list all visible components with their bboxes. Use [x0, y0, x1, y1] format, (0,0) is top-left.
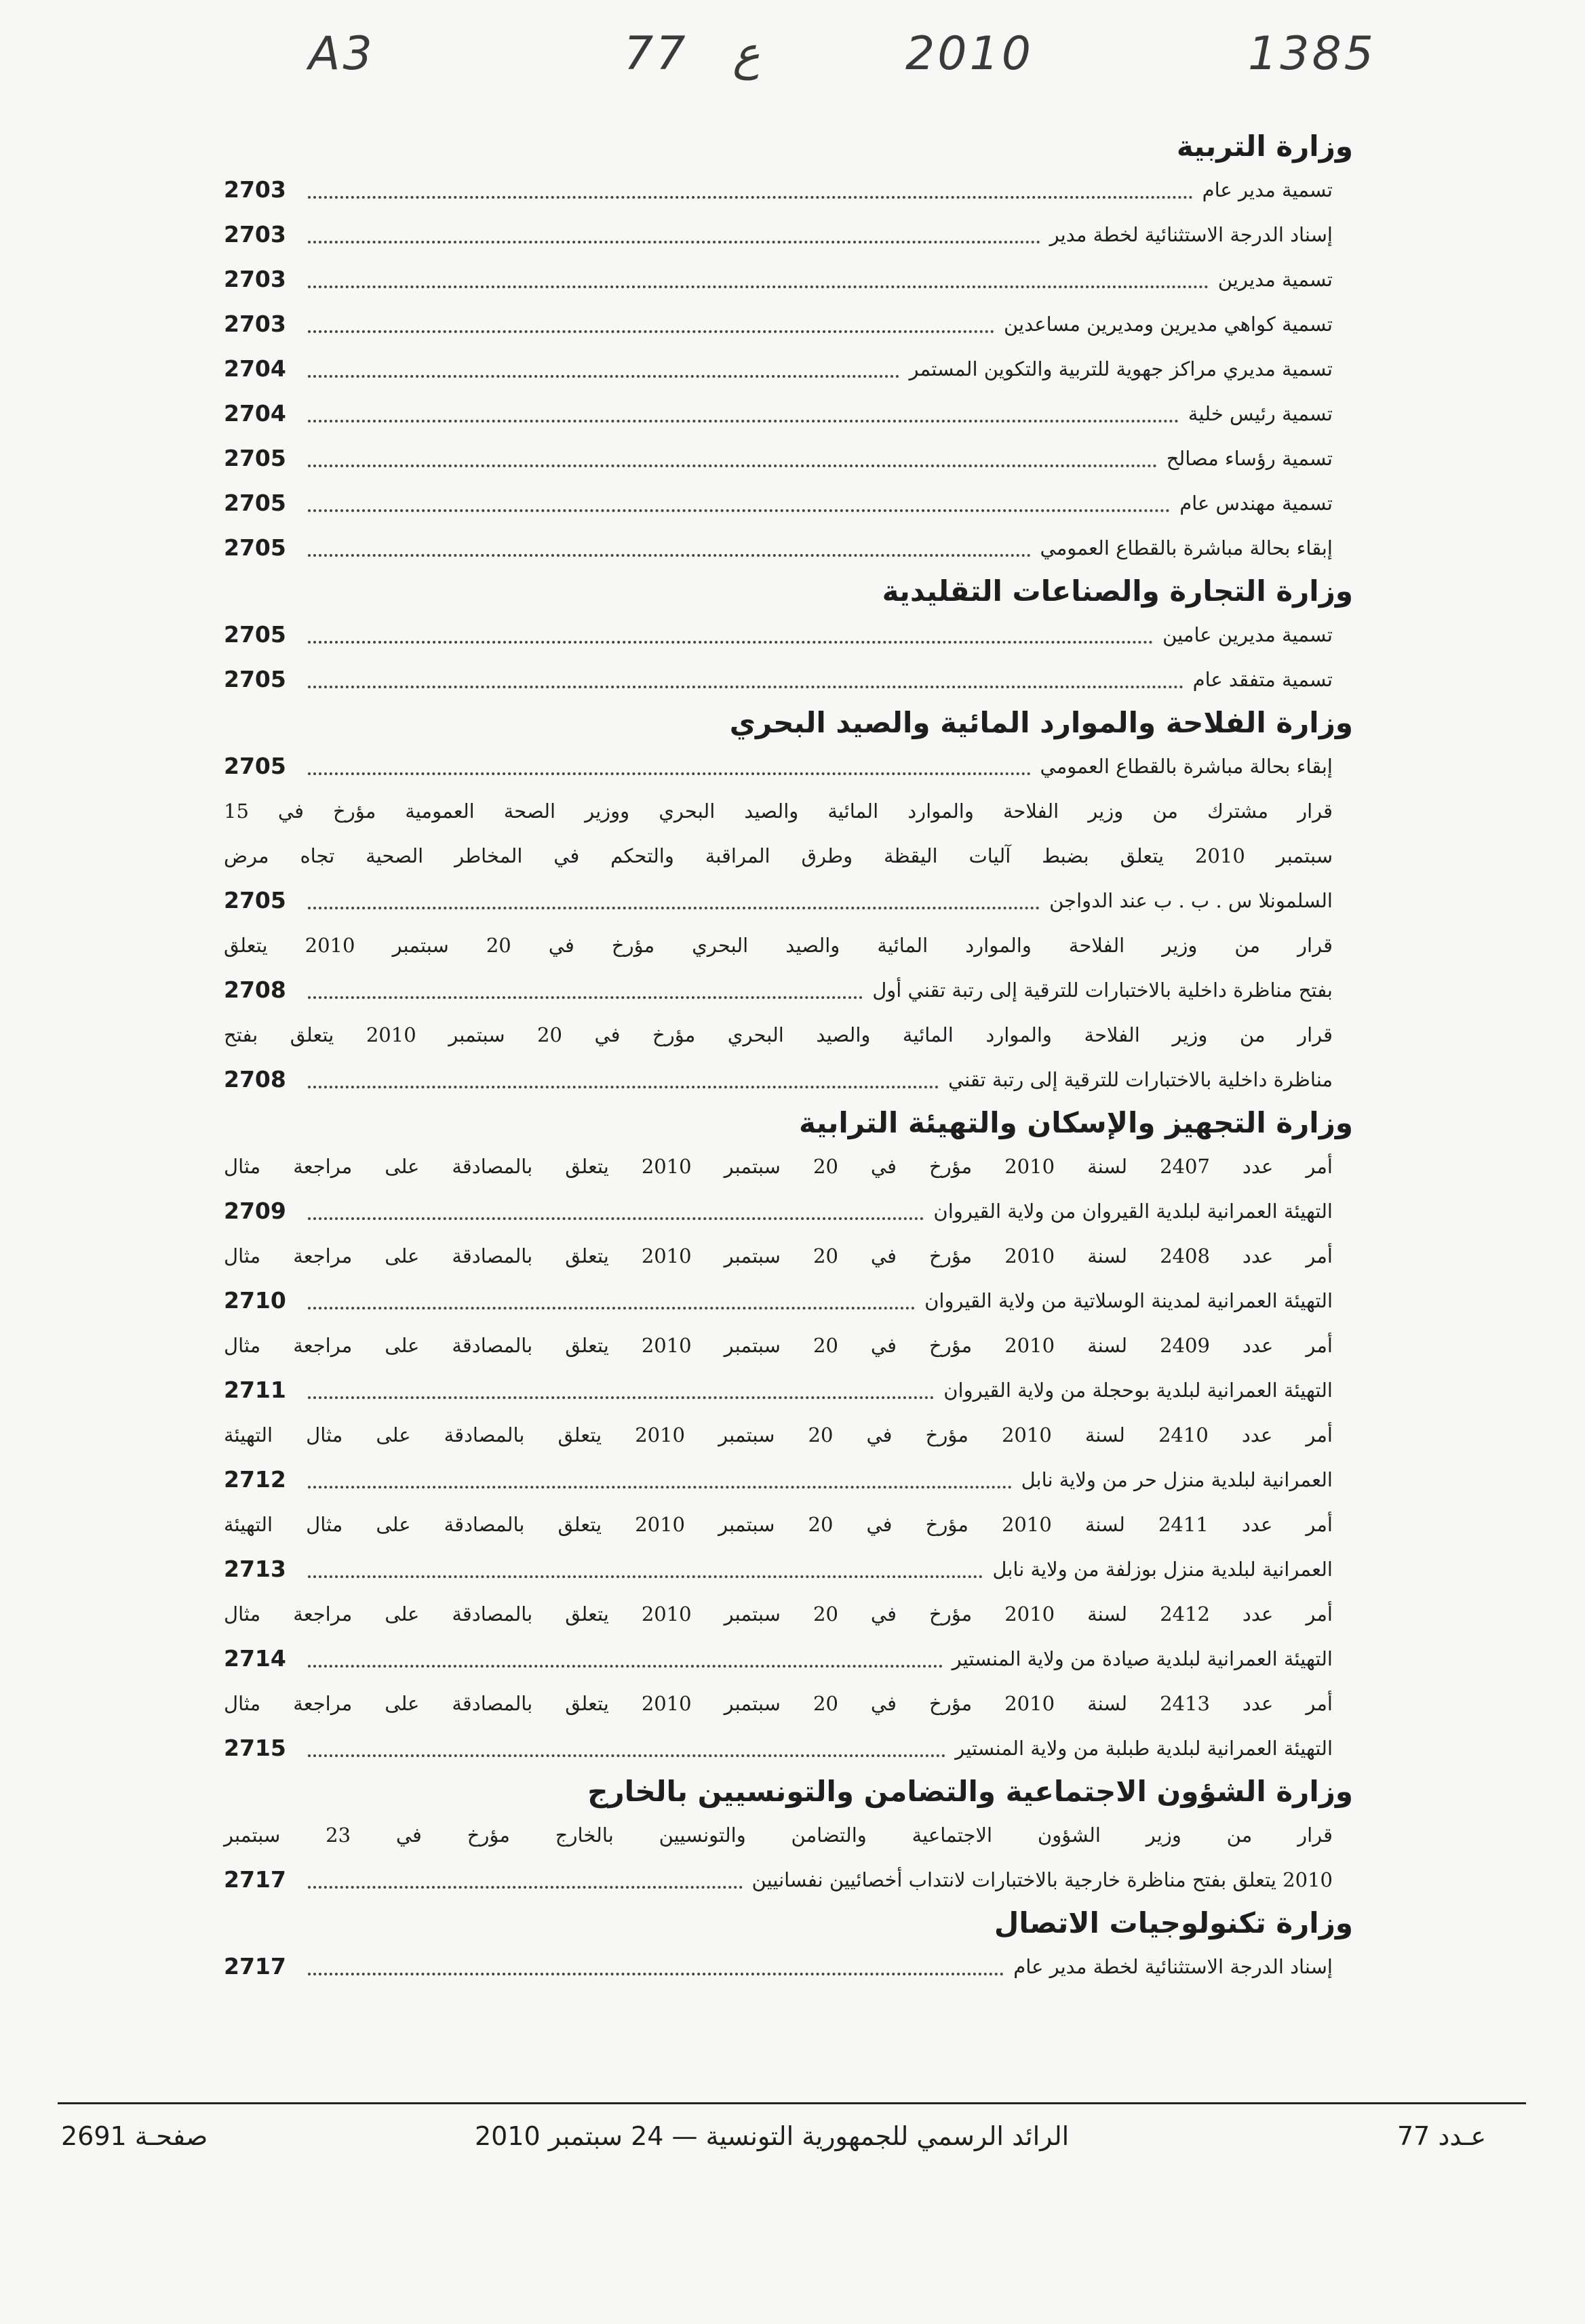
dot-leader	[308, 1307, 915, 1309]
toc-entry[interactable]	[224, 168, 1353, 212]
dot-leader	[308, 285, 1209, 288]
toc-entry-last-line	[224, 1368, 1353, 1413]
toc-entry-text: إسناد الدرجة الاستثنائية لخطة مدير عام	[1013, 1955, 1333, 1978]
toc-entry-text: التهيئة العمرانية لمدينة الوسلاتية من ولاية القيروان	[924, 1289, 1333, 1312]
section-title: وزارة التجهيز والإسكان والتهيئة الترابية	[799, 1106, 1353, 1139]
toc-entry-text: تسمية مهندس عام	[1179, 492, 1333, 515]
toc-entry-text: التهيئة العمرانية لبلدية بوحجلة من ولاية القيروان	[943, 1379, 1333, 1402]
toc-page-number: 2704	[224, 355, 286, 382]
toc-entry[interactable]	[224, 257, 1353, 302]
toc-entry-line: أمر عدد 2411 لسنة 2010 مؤرخ في 20 سبتمبر 2010 يتعلق بالمصادقة على مثال التهيئة	[224, 1513, 1333, 1536]
toc-page-number: 2705	[224, 666, 286, 692]
toc-entry[interactable]	[224, 1944, 1353, 1989]
toc-entry-last-line	[224, 1189, 1353, 1234]
handwritten-year: 2010	[905, 27, 1034, 81]
toc-page-number: 2708	[224, 1066, 286, 1092]
dot-leader	[308, 509, 1170, 512]
toc-entry[interactable]	[224, 789, 1353, 923]
toc-entry-line: قرار من وزير الفلاحة والموارد المائية والصيد البحري مؤرخ في 20 سبتمبر 2010 يتعلق بفتح	[224, 1023, 1333, 1046]
toc-page-number: 2703	[224, 266, 286, 292]
section-title: وزارة الفلاحة والموارد المائية والصيد البحري	[729, 706, 1353, 739]
toc-entry-text: تسمية مدير عام	[1202, 178, 1333, 201]
toc-page-number: 2717	[224, 1953, 286, 1980]
toc-entry-last-line	[224, 878, 1353, 923]
dot-leader	[308, 241, 1040, 243]
toc-entry-line: قرار من وزير الشؤون الاجتماعية والتضامن والتونسيين بالخارج مؤرخ في 23 سبتمبر	[224, 1824, 1333, 1847]
footer-page-number: صفحـة 2691	[61, 2121, 208, 2151]
toc-page-number: 2703	[224, 176, 286, 203]
toc-entry[interactable]	[224, 436, 1353, 481]
toc-entry[interactable]	[224, 1592, 1353, 1681]
dot-leader	[308, 196, 1193, 199]
toc-entry-text: تسمية مديرين عامين	[1162, 623, 1333, 646]
toc-entry[interactable]	[224, 1502, 1353, 1592]
toc-entry-last-line	[224, 1636, 1353, 1681]
handwritten-issue-number: 77	[624, 27, 688, 81]
dot-leader	[308, 1973, 1004, 1975]
dot-leader	[308, 554, 1031, 557]
toc-entry-text: بفتح مناظرة داخلية بالاختبارات للترقية إلى رتبة تقني أول	[872, 979, 1333, 1002]
dot-leader	[308, 375, 899, 378]
toc-entry-last-line	[224, 1457, 1353, 1502]
toc-page-number: 2705	[224, 887, 286, 913]
toc-entry[interactable]	[224, 481, 1353, 526]
toc-entry[interactable]	[224, 1681, 1353, 1771]
toc-entry[interactable]	[224, 923, 1353, 1012]
toc-entry-line: قرار مشترك من وزير الفلاحة والموارد المائية والصيد البحري ووزير الصحة العمومية مؤرخ في 15	[224, 800, 1333, 823]
toc-entry[interactable]	[224, 1323, 1353, 1413]
toc-entry-text: تسمية رؤساء مصالح	[1166, 447, 1333, 470]
toc-entry-text: تسمية كواهي مديرين ومديرين مساعدين	[1003, 313, 1333, 336]
section-title: وزارة التربية	[1176, 130, 1353, 163]
toc-entry-last-line	[224, 1726, 1353, 1771]
toc-entry[interactable]	[224, 1234, 1353, 1323]
dot-leader	[308, 1217, 924, 1220]
toc-page-number: 2709	[224, 1198, 286, 1224]
toc-entry[interactable]	[224, 612, 1353, 657]
toc-entry-text: التهيئة العمرانية لبلدية صيادة من ولاية المنستير	[952, 1647, 1333, 1670]
toc-entry[interactable]	[224, 302, 1353, 347]
dot-leader	[308, 907, 1040, 909]
handwritten-a3: A3	[309, 27, 375, 81]
dot-leader	[308, 1886, 743, 1889]
footer-divider	[58, 2102, 1526, 2104]
toc-page-number: 2713	[224, 1556, 286, 1582]
toc-entry[interactable]	[224, 347, 1353, 391]
toc-entry-text: العمرانية لبلدية منزل حر من ولاية نابل	[1021, 1468, 1333, 1491]
toc-entry-line: قرار من وزير الفلاحة والموارد المائية والصيد البحري مؤرخ في 20 سبتمبر 2010 يتعلق	[224, 934, 1333, 957]
toc-entry-line: أمر عدد 2410 لسنة 2010 مؤرخ في 20 سبتمبر 2010 يتعلق بالمصادقة على مثال التهيئة	[224, 1423, 1333, 1446]
toc-entry[interactable]	[224, 1413, 1353, 1502]
dot-leader	[308, 1086, 939, 1088]
toc-entry[interactable]	[224, 657, 1353, 702]
toc-entry-last-line	[224, 968, 1353, 1012]
toc-entry-last-line	[224, 1278, 1353, 1323]
dot-leader	[308, 996, 863, 999]
toc-entry-text: إسناد الدرجة الاستثنائية لخطة مدير	[1049, 223, 1333, 246]
dot-leader	[308, 1575, 983, 1578]
toc-page-number: 2717	[224, 1866, 286, 1893]
toc-page-number: 2712	[224, 1466, 286, 1493]
toc-page-number: 2703	[224, 221, 286, 248]
toc-entry-text: إبقاء بحالة مباشرة بالقطاع العمومي	[1040, 755, 1333, 778]
toc-entry-text: العمرانية لبلدية منزل بوزلفة من ولاية نابل	[992, 1558, 1333, 1581]
toc-entry-line: أمر عدد 2409 لسنة 2010 مؤرخ في 20 سبتمبر 2010 يتعلق بالمصادقة على مراجعة مثال	[224, 1334, 1333, 1357]
handwritten-letter: ع	[732, 27, 760, 81]
dot-leader	[308, 465, 1157, 467]
section-title: وزارة التجارة والصناعات التقليدية	[882, 574, 1353, 608]
toc-entry[interactable]	[224, 1144, 1353, 1234]
footer-journal-title: الرائد الرسمي للجمهورية التونسية — 24 سبتمبر 2010	[475, 2121, 1070, 2151]
toc-entry[interactable]	[224, 1012, 1353, 1102]
toc-entry[interactable]	[224, 391, 1353, 436]
toc-entry-last-line	[224, 1057, 1353, 1102]
toc-page-number: 2705	[224, 490, 286, 516]
toc-entry-text: تسمية مديرين	[1217, 268, 1333, 291]
footer-issue-number: عـدد 77	[1397, 2121, 1487, 2151]
toc-entry-text: التهيئة العمرانية لبلدية القيروان من ولاية القيروان	[933, 1200, 1333, 1223]
section-title: وزارة تكنولوجيات الاتصال	[994, 1906, 1353, 1939]
toc-entry-last-line	[224, 1547, 1353, 1592]
toc-page-number: 2704	[224, 400, 286, 427]
toc-entry-text: تسمية رئيس خلية	[1188, 402, 1333, 425]
dot-leader	[308, 420, 1179, 422]
dot-leader	[308, 1665, 943, 1668]
toc-entry-line: أمر عدد 2408 لسنة 2010 مؤرخ في 20 سبتمبر 2010 يتعلق بالمصادقة على مراجعة مثال	[224, 1244, 1333, 1267]
handwritten-reference: 1385	[1248, 27, 1377, 81]
dot-leader	[308, 641, 1153, 644]
toc-entry-text: إبقاء بحالة مباشرة بالقطاع العمومي	[1040, 536, 1333, 559]
dot-leader	[308, 1486, 1012, 1489]
toc-page-number: 2714	[224, 1645, 286, 1672]
toc-entry[interactable]	[224, 212, 1353, 257]
dot-leader	[308, 686, 1183, 688]
toc-entry-text: تسمية مديري مراكز جهوية للتربية والتكوين المستمر	[909, 357, 1333, 380]
toc-page-number: 2705	[224, 753, 286, 779]
dot-leader	[308, 772, 1031, 775]
toc-entry-line: سبتمبر 2010 يتعلق بضبط آليات اليقظة وطرق المراقبة والتحكم في المخاطر الصحية تجاه مرض	[224, 844, 1333, 867]
toc-entry-line: أمر عدد 2413 لسنة 2010 مؤرخ في 20 سبتمبر 2010 يتعلق بالمصادقة على مراجعة مثال	[224, 1692, 1333, 1715]
toc-page-number: 2705	[224, 621, 286, 648]
toc-entry-last-line	[224, 1857, 1353, 1902]
dot-leader	[308, 1754, 945, 1757]
toc-page-number: 2705	[224, 445, 286, 471]
toc-entry-text: 2010 يتعلق بفتح مناظرة خارجية بالاختبارات لانتداب أخصائيين نفسانيين	[751, 1868, 1333, 1891]
toc-page-number: 2711	[224, 1377, 286, 1403]
section-title: وزارة الشؤون الاجتماعية والتضامن والتونسيين بالخارج	[587, 1775, 1353, 1808]
dot-leader	[308, 1396, 934, 1399]
toc-entry-text: تسمية متفقد عام	[1192, 668, 1333, 691]
toc-page-number: 2705	[224, 534, 286, 561]
table-of-contents	[224, 125, 1353, 1989]
toc-entry[interactable]	[224, 744, 1353, 789]
toc-entry[interactable]	[224, 1813, 1353, 1902]
toc-page-number: 2703	[224, 311, 286, 337]
toc-entry-line: أمر عدد 2412 لسنة 2010 مؤرخ في 20 سبتمبر 2010 يتعلق بالمصادقة على مراجعة مثال	[224, 1602, 1333, 1626]
dot-leader	[308, 330, 994, 333]
toc-entry-line: أمر عدد 2407 لسنة 2010 مؤرخ في 20 سبتمبر 2010 يتعلق بالمصادقة على مراجعة مثال	[224, 1155, 1333, 1178]
toc-entry-text: التهيئة العمرانية لبلدية طبلبة من ولاية المنستير	[955, 1737, 1333, 1760]
toc-page-number: 2708	[224, 977, 286, 1003]
toc-page-number: 2715	[224, 1735, 286, 1761]
toc-entry-text: السلمونلا س . ب . ب عند الدواجن	[1049, 889, 1333, 912]
toc-entry-text: مناظرة داخلية بالاختبارات للترقية إلى رتبة تقني	[947, 1068, 1333, 1091]
toc-entry[interactable]	[224, 526, 1353, 570]
toc-page-number: 2710	[224, 1287, 286, 1314]
